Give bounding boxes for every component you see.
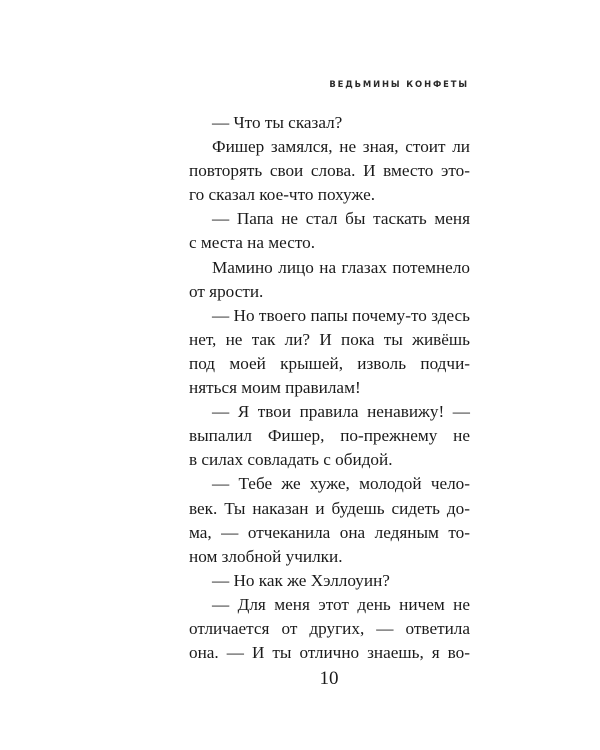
text-line: ма, — отчеканила она ледяным то-	[189, 522, 470, 542]
running-head: ВЕДЬМИНЫ КОНФЕТЫ	[329, 79, 469, 89]
text-line: в силах совладать с обидой.	[189, 450, 393, 470]
page-number: 10	[319, 668, 339, 689]
text-line: — Но твоего папы почему-то здесь	[212, 305, 470, 325]
text-line: го сказал кое-что похуже.	[189, 185, 375, 205]
text-line: под моей крышей, изволь подчи-	[189, 353, 470, 373]
text-line: Мамино лицо на глазах потемнело	[212, 257, 470, 277]
text-line: выпалил Фишер, по-прежнему не	[189, 426, 470, 446]
text-line: — Я твои правила ненавижу! —	[212, 402, 470, 422]
text-line: — Но как же Хэллоуин?	[212, 570, 390, 590]
text-line: няться моим правилам!	[189, 378, 361, 398]
body-text	[189, 111, 470, 665]
text-line: отличается от других, — ответила	[189, 618, 470, 638]
text-line: ном злобной училки.	[189, 546, 343, 566]
text-line: она. — И ты отлично знаешь, я во-	[189, 643, 470, 663]
text-line: век. Ты наказан и будешь сидеть до-	[189, 498, 470, 518]
text-line: нет, не так ли? И пока ты живёшь	[189, 329, 470, 349]
text-line: — Папа не стал бы таскать меня	[212, 209, 470, 229]
text-line: повторять свои слова. И вместо это-	[189, 161, 470, 181]
text-line: Фишер замялся, не зная, стоит ли	[212, 137, 470, 157]
text-line: — Для меня этот день ничем не	[212, 594, 470, 614]
text-line: — Что ты сказал?	[212, 113, 343, 132]
text-line: с места на место.	[189, 233, 315, 253]
text-line: — Тебе же хуже, молодой чело-	[212, 474, 470, 494]
text-line: от ярости.	[189, 281, 264, 301]
